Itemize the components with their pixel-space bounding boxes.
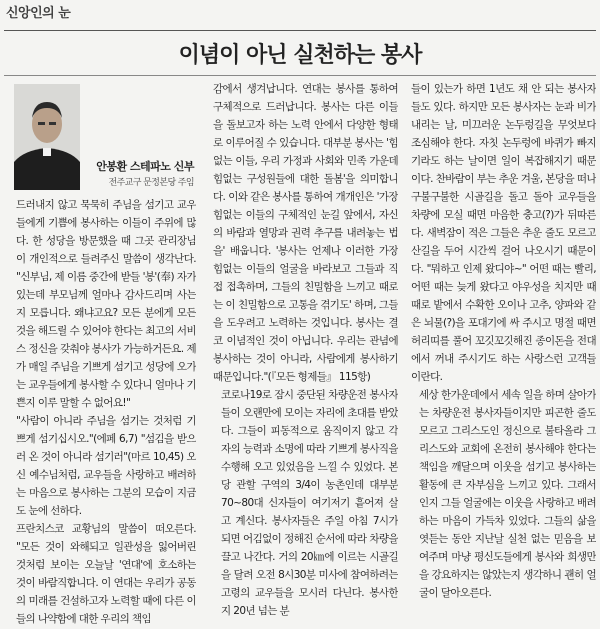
article-title: 이념이 아닌 실천하는 봉사 [178, 42, 422, 68]
paragraph: 드러내지 않고 묵묵히 주님을 섬기고 교우들에게 기쁨에 봉사하는 이들이 주위에 많다. 한 성당을 방문했을 때 그곳 관리장님이 개인적으로 들려주신 말씀이 생각난다. "신부님, 제 이름 중간에 받들 '봉'(奉) 자가 있는데 부모님께 얼마나 감사드리며 사는지 모릅니다. 왜냐고요? 모든 분에게 모든 것을 해드릴 수 있어야 한다는 최고의 서비스 정신을 갖춰야 봉사가 가능하거든요. 제가 매일 주님을 기쁘게 섬기고 성당에 오가는 교우들에게 봉사할 수 있다니 얼마나 기쁜지 이루 말할 수 없어요!" [16, 199, 196, 409]
author-photo [14, 84, 80, 190]
paragraph: 프란치스코 교황님의 말씀이 떠오른다. "모든 것이 와해되고 일관성을 잃어버린 것처럼 보이는 오늘날 '연대'에 호소하는 것이 바람직합니다. 이 연대는 우리가 공동의 미래를 건설하고자 노력할 때에 다른 이들의 나약함에 대한 우리의 책임 [16, 523, 196, 625]
paragraph: 감에서 생겨납니다. 연대는 봉사를 통하여 구체적으로 드러납니다. 봉사는 다른 이들을 돌보고자 하는 노력 안에서 다양한 형태로 이루어질 수 있습니다. 대부분 봉사는 '힘없는 이들, 우리 가정과 사회와 민족 가운데 힘없는 구성원들에 대한 돌봄'을 의미합니다. 이와 같은 봉사를 통하여 개개인은 '가장 힘없는 이들의 구체적인 눈길 앞에서, 자신의 바람과 열망과 권력 추구를 내려놓는 법을' 배웁니다. '봉사는 언제나 이러한 가장 힘없는 이들의 얼굴을 바라보고 그들과 직접 접촉하며, 그들의 친밀함을 느끼고 때로는 이 친밀함으로 고통을 겪기도' 하며, 그들을 도우려고 노력하는 것입니다. 봉사는 결코 이념적인 것이 아닙니다. 우리는 관념에 봉사하는 것이 아니라, 사람에게 봉사하기 때문입니다."(『모든 형제들』 115항) [213, 83, 398, 383]
article-body [8, 80, 598, 626]
author-profile [8, 80, 196, 192]
top-rule [4, 30, 596, 31]
paragraph: 들이 있는가 하면 1년도 채 안 되는 봉사자들도 있다. 하지만 모든 봉사자는 눈과 비가 내리는 날, 미끄러운 논두렁길을 무엇보다 조심해야 한다. 자칫 논두렁에 바퀴가 빠지기라도 하는 날이면 일이 복잡해지기 때문이다. 찬바람이 부는 추운 겨울, 본당을 떠나 구불구불한 시골길을 돌고 돌아 교우들을 차량에 모실 때면 마음한 충고(?)가 뒤따른다. 새벽잠이 적은 그들은 추운 줄도 모르고 산길을 두어 시간씩 걸어 나오시기 때문이다. "뭐하고 인제 왔디야~" 어떤 때는 빨리, 어떤 때는 늦게 왔다고 야우성을 치지만 때때로 밭에서 수확한 오이나 고추, 양파와 같은 뇌물(?)을 포대기에 싸 주시고 명절 때면 허리띠를 풀어 꼬깃꼬깃해진 종이돈을 전대에서 꺼내 주시기도 하는 사랑스런 고객들이란다. [411, 83, 596, 383]
column-1 [8, 80, 196, 628]
paragraph: "사람이 아니라 주님을 섬기는 것처럼 기쁘게 섬기십시오."(에페 6,7) "섬김을 받으러 온 것이 아니라 섬기러"(마르 10,45) 오신 예수님처럼, 교우들을 사랑하고 배려하는 마음으로 봉사하는 그분의 모습이 지금도 눈에 선하다. [16, 415, 196, 517]
paragraph: 코로나19로 잠시 중단된 차량운전 봉사자들이 오랜만에 모이는 자리에 초대를 받았다. 그들이 피동적으로 움직이지 않고 각자의 능력과 소명에 따라 기쁘게 봉사직을 수행해 오고 있었음을 느낄 수 있었다. 본당 관할 구역의 3/4이 농촌인데 대부분 70~80대 신자들이 여기저기 흩어져 살고 계신다. 봉사자들은 주일 아침 7시가 되면 어김없이 정해진 순서에 따라 차량을 끌고 나간다. 거의 20㎞에 이르는 시골길을 달려 오전 8시30분 미사에 참여하려는 고령의 교우들을 모시러 다닌다. 봉사한 지 20년 넘는 분 [221, 389, 398, 617]
title-rule [4, 75, 596, 76]
section-label: 신앙인의 눈 [6, 6, 71, 21]
author-name: 안봉환 스테파노 신부 [96, 160, 194, 173]
paragraph: 세상 한가운데에서 세속 일을 하며 살아가는 차량운전 봉사자들이지만 피곤한 줄도 모르고 그리스도인 정신으로 불타올라 그리스도와 교회에 온전히 봉사해야 한다는 책임을 깨달으며 이웃을 섬기고 봉사하는 활동에 큰 자부심을 느끼고 있다. 그래서인지 그들 얼굴에는 이웃을 사랑하고 배려하는 마음이 가득차 있었다. 그들의 삶을 엿듣는 동안 지난날 실천 없는 믿음을 보여주며 마냥 평신도들에게 봉사와 희생만을 강요하지는 않았는지 생각하니 괜히 얼굴이 달아오른다. [419, 389, 596, 599]
author-role: 전주교구 문정본당 주임 [108, 178, 194, 188]
column-3 [411, 80, 596, 602]
column-2 [213, 80, 398, 620]
